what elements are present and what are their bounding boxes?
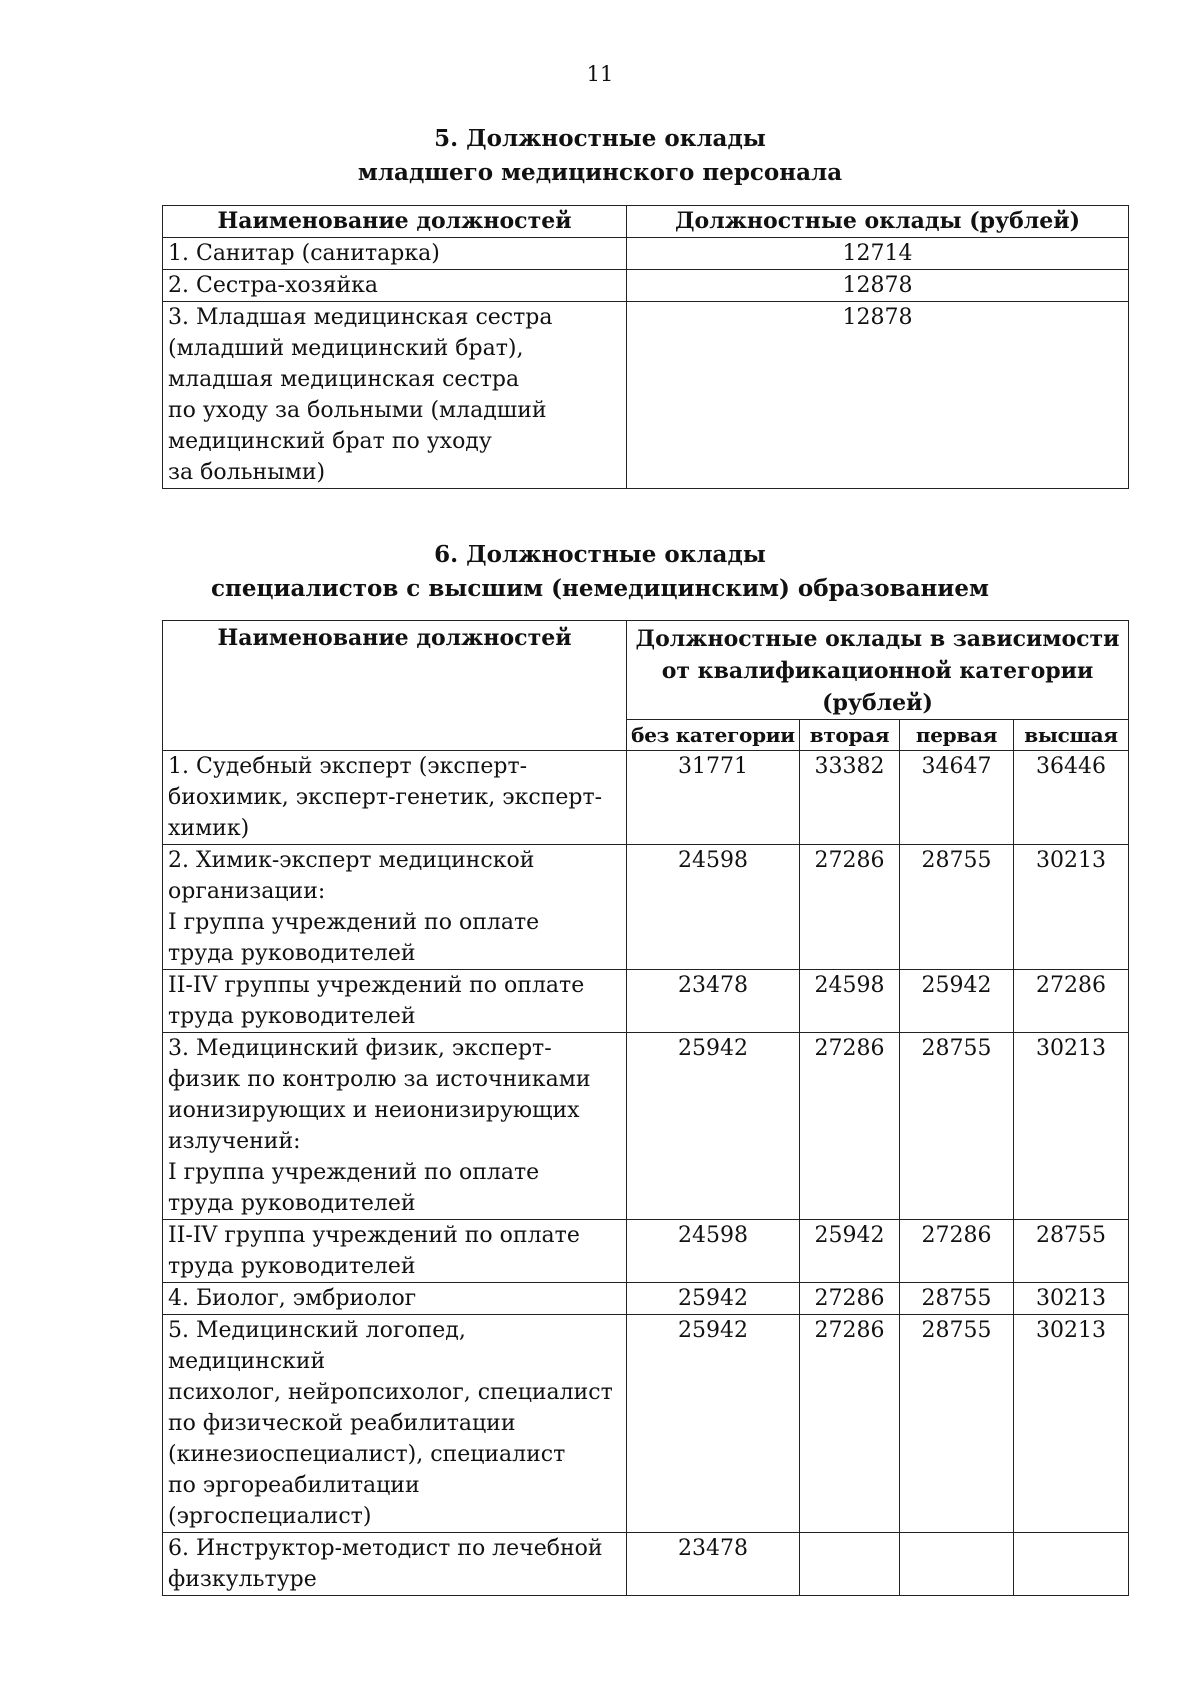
table-row [163, 302, 1129, 489]
position-name-cell: 6. Инструктор-методист по лечебной физкультуре [163, 1533, 627, 1596]
header-salary: Должностные оклады (рублей) [627, 206, 1129, 238]
salary-cell-none: 23478 [627, 1533, 800, 1596]
specialist-salary-table [162, 620, 1129, 1596]
salary-cell-highest: 30213 [1014, 1033, 1129, 1220]
header-position-name: Наименование должностей [163, 206, 627, 238]
table-header-row [163, 621, 1129, 720]
position-name-cell: 5. Медицинский логопед, медицинский психолог, нейропсихолог, специалист по физической реабилитации (кинезиоспециалист), специалист по эргореабилитации (эргоспециалист) [163, 1315, 627, 1533]
header-position-name: Наименование должностей [163, 621, 627, 751]
salary-cell-none: 25942 [627, 1315, 800, 1533]
table-header-row [163, 206, 1129, 238]
table-body [163, 238, 1129, 489]
salary-cell-second: 24598 [800, 970, 900, 1033]
salary-cell-highest: 28755 [1014, 1220, 1129, 1283]
salary-cell-second: 27286 [800, 1315, 900, 1533]
position-name-cell: 2. Химик-эксперт медицинской организации: I группа учреждений по оплате труда руководителей [163, 845, 627, 970]
salary-cell-first [900, 1533, 1014, 1596]
table-row [163, 1033, 1129, 1220]
table-row [163, 751, 1129, 845]
salary-cell-highest: 30213 [1014, 1315, 1129, 1533]
salary-cell-highest: 30213 [1014, 845, 1129, 970]
salary-cell-none: 23478 [627, 970, 800, 1033]
position-name-cell: 1. Судебный эксперт (эксперт- биохимик, эксперт-генетик, эксперт- химик) [163, 751, 627, 845]
table-row [163, 1533, 1129, 1596]
salary-cell-first: 27286 [900, 1220, 1014, 1283]
salary-cell-second: 27286 [800, 1283, 900, 1315]
section-5-title [0, 122, 1200, 190]
table-row [163, 1283, 1129, 1315]
position-name-cell: 2. Сестра-хозяйка [163, 270, 627, 302]
salary-cell-second [800, 1533, 900, 1596]
header-category-second: вторая [800, 720, 900, 751]
section-5-title-line1: 5. Должностные оклады [434, 125, 766, 152]
junior-staff-salary-table [162, 205, 1129, 489]
salary-cell: 12714 [627, 238, 1129, 270]
header-salary-group: Должностные оклады в зависимости от квалификационной категории (рублей) [627, 621, 1129, 720]
salary-cell: 12878 [627, 270, 1129, 302]
salary-cell-none: 24598 [627, 1220, 800, 1283]
section-6-title [0, 538, 1200, 606]
salary-cell-highest [1014, 1533, 1129, 1596]
salary-cell-second: 25942 [800, 1220, 900, 1283]
table-body [163, 751, 1129, 1596]
position-name-cell: 3. Младшая медицинская сестра (младший медицинский брат), младшая медицинская сестра по уходу за больными (младший медицинский брат по уходу за больными) [163, 302, 627, 489]
position-name-cell: 4. Биолог, эмбриолог [163, 1283, 627, 1315]
salary-cell-highest: 30213 [1014, 1283, 1129, 1315]
position-name-cell: 3. Медицинский физик, эксперт- физик по контролю за источниками ионизирующих и неионизирующих излучений: I группа учреждений по оплате труда руководителей [163, 1033, 627, 1220]
table-row [163, 970, 1129, 1033]
table-row [163, 238, 1129, 270]
salary-cell-highest: 27286 [1014, 970, 1129, 1033]
header-category-highest: высшая [1014, 720, 1129, 751]
section-6-title-line2: специалистов с высшим (немедицинским) образованием [211, 575, 989, 602]
table-row [163, 1315, 1129, 1533]
position-name-cell: II-IV группы учреждений по оплате труда руководителей [163, 970, 627, 1033]
salary-cell-first: 28755 [900, 845, 1014, 970]
salary-cell-first: 34647 [900, 751, 1014, 845]
position-name-cell: II-IV группа учреждений по оплате труда руководителей [163, 1220, 627, 1283]
salary-cell-none: 25942 [627, 1033, 800, 1220]
table-row [163, 1220, 1129, 1283]
salary-cell-second: 33382 [800, 751, 900, 845]
salary-cell-first: 28755 [900, 1033, 1014, 1220]
salary-cell-second: 27286 [800, 1033, 900, 1220]
page-number: 11 [586, 62, 614, 86]
section-5-title-line2: младшего медицинского персонала [357, 159, 843, 186]
table-row [163, 845, 1129, 970]
position-name-cell: 1. Санитар (санитарка) [163, 238, 627, 270]
salary-cell: 12878 [627, 302, 1129, 489]
salary-cell-first: 28755 [900, 1283, 1014, 1315]
header-category-none: без категории [627, 720, 800, 751]
salary-cell-first: 28755 [900, 1315, 1014, 1533]
salary-cell-highest: 36446 [1014, 751, 1129, 845]
header-category-first: первая [900, 720, 1014, 751]
salary-cell-none: 25942 [627, 1283, 800, 1315]
salary-cell-none: 31771 [627, 751, 800, 845]
salary-cell-second: 27286 [800, 845, 900, 970]
salary-cell-none: 24598 [627, 845, 800, 970]
salary-cell-first: 25942 [900, 970, 1014, 1033]
table-row [163, 270, 1129, 302]
section-6-title-line1: 6. Должностные оклады [434, 541, 766, 568]
